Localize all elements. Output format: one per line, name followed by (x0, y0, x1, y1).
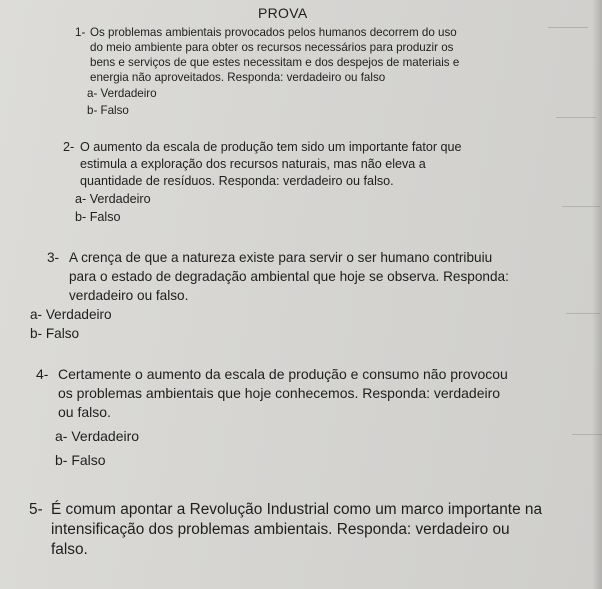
ruled-line (556, 117, 596, 118)
question-text-line: quantidade de resíduos. Responda: verdadeiro ou falso. (80, 174, 394, 188)
question-2 (63, 139, 462, 226)
question-5 (29, 500, 542, 560)
question-text-line: os problemas ambientais que hoje conhecemos. Responda: verdadeiro (58, 385, 501, 401)
option-a[interactable]: a- Verdadeiro (87, 87, 157, 100)
paper-edge-shadow (592, 0, 602, 589)
question-4 (36, 365, 508, 470)
option-a[interactable]: a- Verdadeiro (55, 428, 140, 444)
question-text-line: Certamente o aumento da escala de produção e consumo não provocou (58, 366, 508, 382)
question-text-line: falso. (51, 541, 88, 558)
option-b[interactable]: b- Falso (55, 452, 106, 468)
question-text-line: A crença de que a natureza existe para servir o ser humano contribuiu (69, 250, 493, 265)
question-text-line: ou falso. (58, 404, 111, 420)
question-number: 1- (75, 26, 86, 39)
question-text-line: Os problemas ambientais provocados pelos humanos decorrem do uso (90, 26, 457, 39)
option-b[interactable]: b- Falso (75, 210, 121, 224)
question-number: 3- (47, 250, 60, 265)
question-text-line: estimula a exploração dos recursos naturais, mas não eleva a (80, 157, 426, 171)
question-text-line: bens e serviços de que estes necessitam e dos despejos de materiais e (90, 56, 460, 69)
question-text-line: energia não aproveitados. Responda: verdadeiro ou falso (90, 71, 386, 84)
question-1 (75, 25, 459, 118)
question-text-line: para o estado de degradação ambiental que hoje se observa. Responda: (69, 269, 509, 284)
question-number: 2- (63, 140, 75, 154)
question-number: 5- (29, 501, 43, 518)
option-b[interactable]: b- Falso (87, 104, 129, 117)
question-text-line: verdadeiro ou falso. (69, 288, 189, 303)
option-b[interactable]: b- Falso (30, 326, 80, 341)
question-text-line: O aumento da escala de produção tem sido um importante fator que (80, 140, 462, 154)
question-3 (30, 248, 509, 343)
option-a[interactable]: a- Verdadeiro (30, 307, 112, 322)
question-text-line: intensificação dos problemas ambientais. Responda: verdadeiro ou (51, 521, 510, 538)
ruled-line (548, 27, 588, 28)
question-number: 4- (36, 366, 49, 382)
option-a[interactable]: a- Verdadeiro (75, 192, 151, 206)
page-title: PROVA (258, 5, 308, 21)
question-text-line: do meio ambiente para obter os recursos necessários para produzir os (90, 41, 454, 54)
question-text-line: É comum apontar a Revolução Industrial como um marco importante na (51, 501, 543, 518)
